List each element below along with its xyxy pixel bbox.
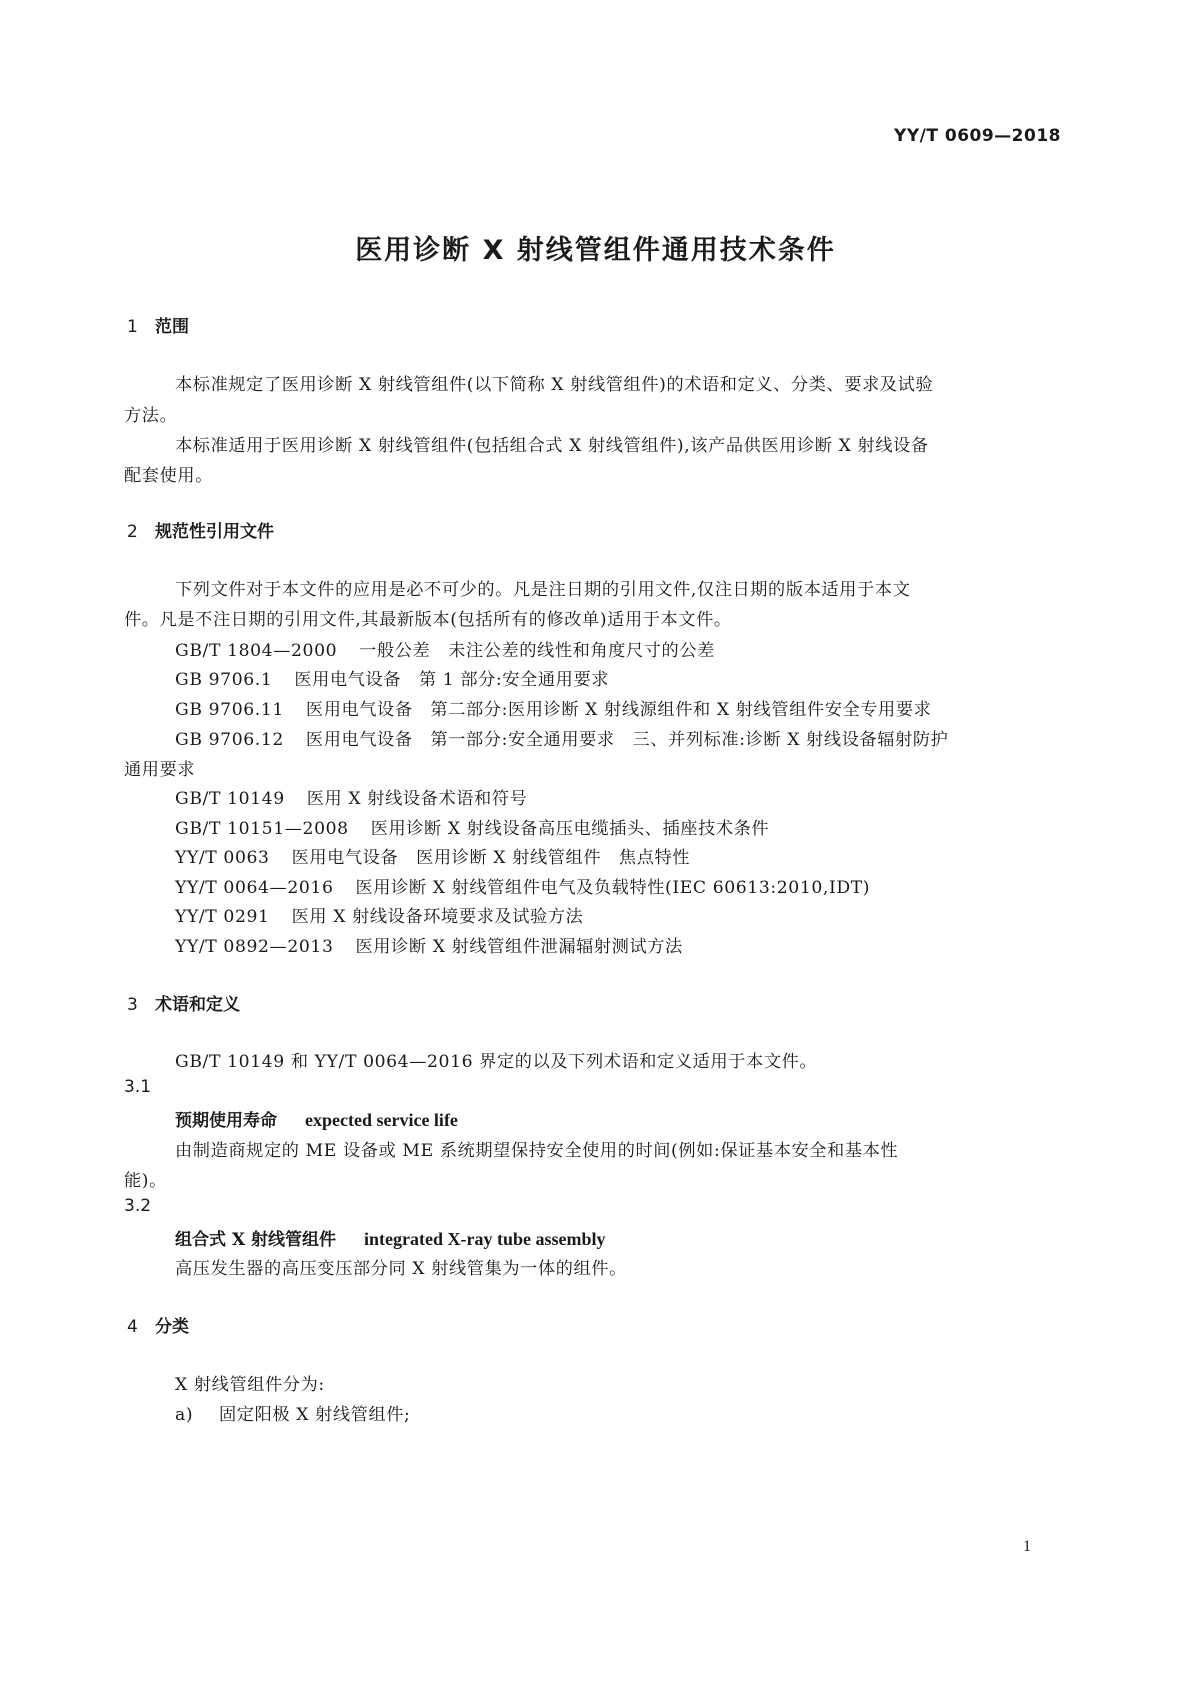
standard-code: YY/T 0609—2018 [894,126,1061,146]
section-3-intro: GB/T 10149 和 YY/T 0064—2016 界定的以及下列术语和定义适用于本文件。 [175,1052,818,1072]
section-3-heading [127,990,240,1015]
section-2-heading [127,517,274,542]
reference-title: 医用诊断 X 射线管组件泄漏辐射测试方法 [355,937,683,957]
reference-item [175,636,715,661]
section-4-intro: X 射线管组件分为: [175,1375,325,1395]
section-2-intro: 下列文件对于本文件的应用是必不可少的。凡是注日期的引用文件,仅注日期的版本适用于本文 [175,580,911,600]
reference-code: YY/T 0064—2016 [175,878,334,898]
reference-code: YY/T 0892—2013 [175,937,334,957]
term-chinese: 预期使用寿命 [175,1111,277,1131]
reference-title: 医用诊断 X 射线管组件电气及负载特性(IEC 60613:2010,IDT) [355,878,871,898]
reference-code: YY/T 0063 [175,848,270,868]
reference-title: 医用电气设备 第二部分:医用诊断 X 射线源组件和 X 射线管组件安全专用要求 [305,700,932,720]
reference-title: 一般公差 未注公差的线性和角度尺寸的公差 [359,641,715,661]
section-title: 规范性引用文件 [155,522,274,542]
term-english: expected service life [305,1110,458,1130]
reference-title: 医用电气设备 第一部分:安全通用要求 三、并列标准:诊断 X 射线设备辐射防护 [305,730,949,750]
section-1-paragraph-1-cont: 方法。 [124,406,178,426]
term-chinese: 组合式 X 射线管组件 [175,1230,337,1250]
section-1-paragraph-2-cont: 配套使用。 [124,466,213,486]
reference-item [175,873,870,898]
reference-item [175,695,931,720]
reference-item [175,902,583,927]
term-heading [175,1106,458,1131]
section-title: 术语和定义 [155,995,240,1015]
section-number: 2 [127,522,138,542]
reference-code: GB 9706.12 [175,730,284,750]
term-heading [175,1225,606,1250]
reference-code: GB 9706.11 [175,700,284,720]
section-title: 分类 [155,1317,189,1337]
reference-item-cont: 通用要求 [124,760,196,780]
clause-number: 3.2 [124,1196,152,1216]
reference-item [175,814,769,839]
section-1-heading [127,312,189,337]
document-title: 医用诊断 X 射线管组件通用技术条件 [355,235,836,266]
reference-code: GB/T 1804—2000 [175,641,338,661]
clause-number: 3.1 [124,1077,152,1097]
section-title: 范围 [155,317,189,337]
reference-code: GB 9706.1 [175,670,273,690]
reference-title: 医用电气设备 医用诊断 X 射线管组件 焦点特性 [291,848,691,868]
term-definition-cont: 能)。 [124,1171,167,1191]
list-item-label: a) [175,1405,194,1425]
list-item-text: 固定阳极 X 射线管组件; [219,1405,411,1425]
reference-title: 医用诊断 X 射线设备高压电缆插头、插座技术条件 [370,819,770,839]
term-definition: 高压发生器的高压变压部分同 X 射线管集为一体的组件。 [175,1259,627,1279]
section-number: 3 [127,995,138,1015]
reference-title: 医用电气设备 第 1 部分:安全通用要求 [294,670,610,690]
list-item [175,1400,410,1425]
section-2-intro-cont: 件。凡是不注日期的引用文件,其最新版本(包括所有的修改单)适用于本文件。 [124,610,732,630]
section-1-paragraph-1: 本标准规定了医用诊断 X 射线管组件(以下简称 X 射线管组件)的术语和定义、分类、要求及试验 [175,375,934,395]
term-definition: 由制造商规定的 ME 设备或 ME 系统期望保持安全使用的时间(例如:保证基本安全和基本性 [175,1141,899,1161]
reference-code: YY/T 0291 [175,907,270,927]
reference-item [175,725,948,750]
reference-title: 医用 X 射线设备环境要求及试验方法 [291,907,584,927]
reference-code: GB/T 10151—2008 [175,819,349,839]
reference-title: 医用 X 射线设备术语和符号 [306,789,528,809]
term-english: integrated X-ray tube assembly [364,1229,606,1249]
page-number: 1 [1023,1538,1031,1555]
reference-item [175,843,690,868]
reference-item [175,932,683,957]
section-number: 4 [127,1317,138,1337]
section-number: 1 [127,317,138,337]
reference-code: GB/T 10149 [175,789,285,809]
section-1-paragraph-2: 本标准适用于医用诊断 X 射线管组件(包括组合式 X 射线管组件),该产品供医用诊断 X 射线设备 [175,436,929,456]
reference-item [175,665,609,690]
reference-item [175,784,527,809]
section-4-heading [127,1312,189,1337]
